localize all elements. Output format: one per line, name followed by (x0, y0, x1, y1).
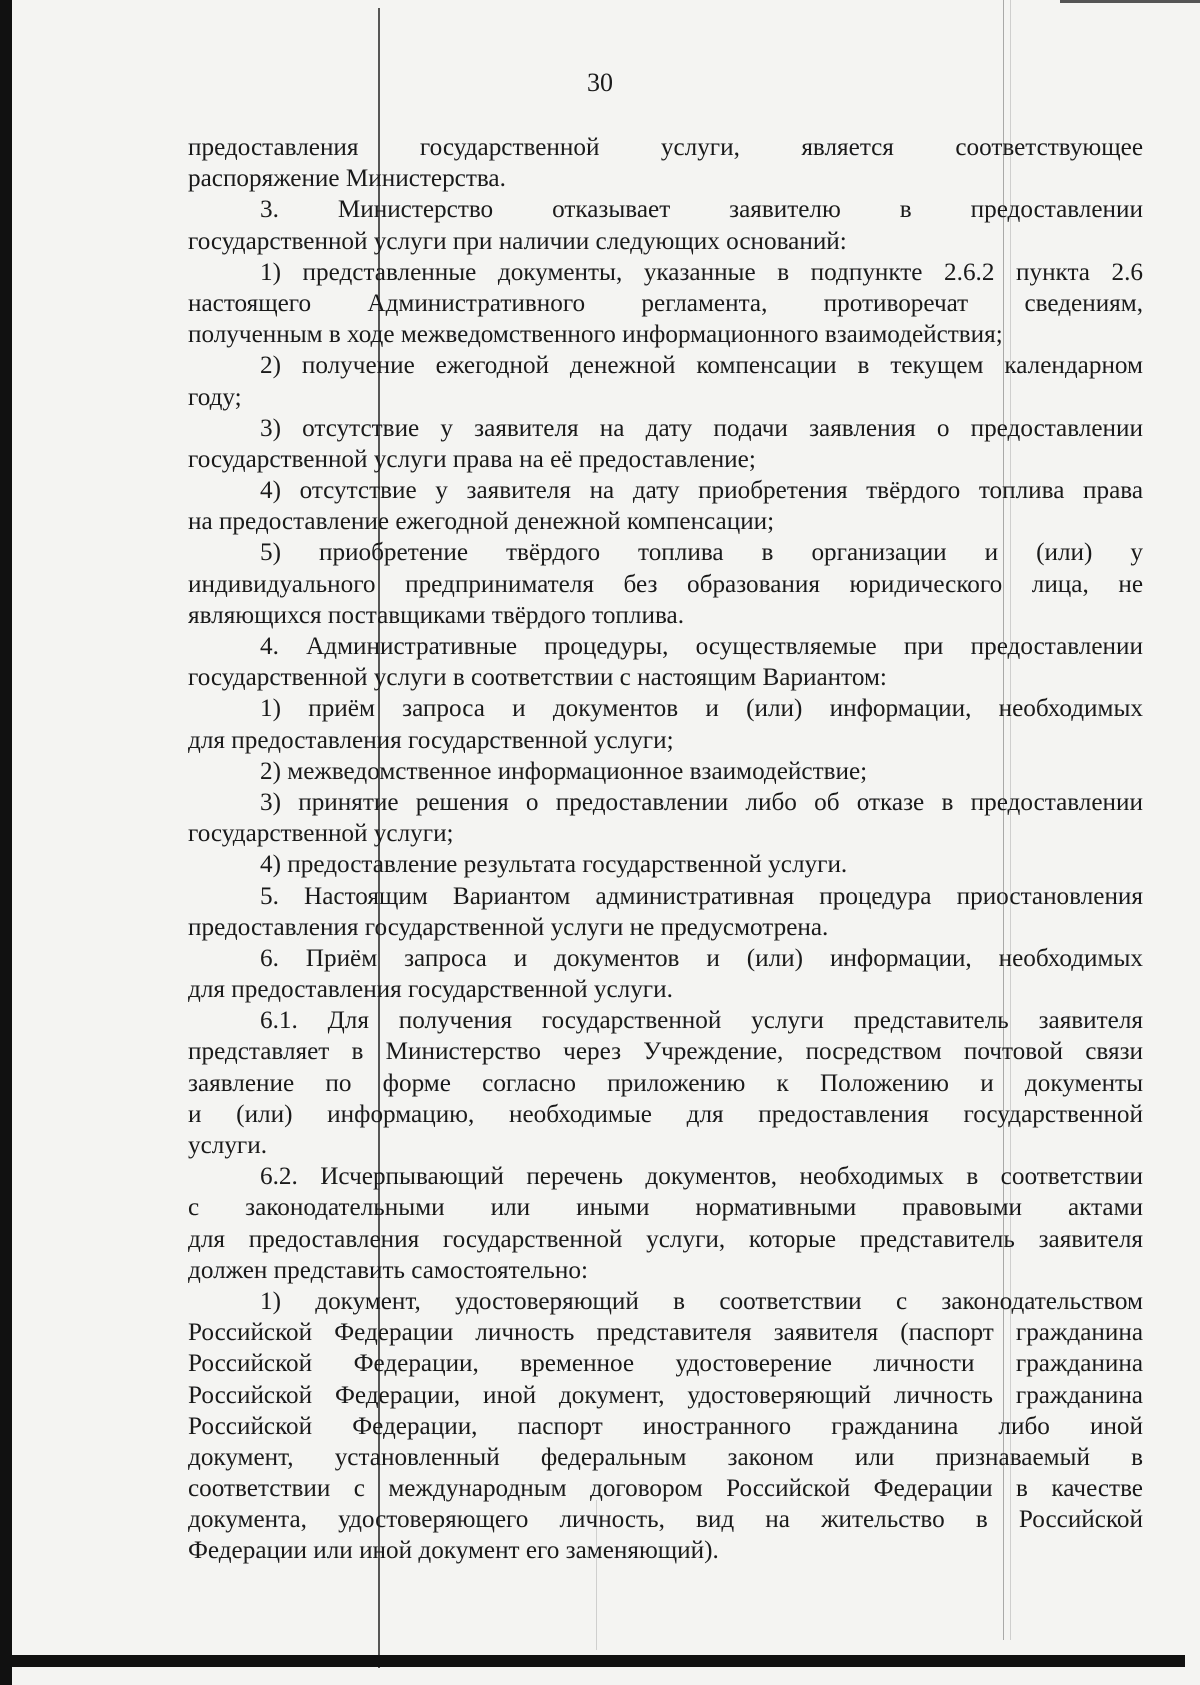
text-line: 3) принятие решения о предоставлении либо об отказе в предоставлении (260, 788, 1143, 816)
text-line: 1) приём запроса и документов и (или) информации, необходимых (260, 695, 1143, 723)
text-line: году; (188, 383, 242, 411)
text-line: предоставления государственной услуги, является соответствующее (188, 134, 1143, 161)
text-line: 6. Приём запроса и документов и (или) информации, необходимых (260, 944, 1143, 972)
text-line: 4) предоставление результата государственной услуги. (260, 851, 848, 879)
text-line: с законодательными или иными нормативными правовыми актами (188, 1194, 1143, 1222)
text-line: 1) документ, удостоверяющий в соответствии с законодательством (260, 1287, 1143, 1315)
text-line: для предоставления государственной услуги, которые представитель заявителя (188, 1225, 1143, 1253)
text-line: настоящего Административного регламента, противоречат сведениям, (188, 289, 1143, 317)
text-line: для предоставления государственной услуги. (188, 976, 673, 1004)
text-line: полученным в ходе межведомственного информационного взаимодействия; (188, 321, 1003, 349)
text-line: 3) отсутствие у заявителя на дату подачи заявления о предоставлении (260, 414, 1143, 442)
text-line: 2) получение ежегодной денежной компенсации в текущем календарном (260, 352, 1143, 380)
text-line: 6.2. Исчерпывающий перечень документов, необходимых в соответствии (260, 1163, 1143, 1191)
text-line: являющихся поставщиками твёрдого топлива. (188, 601, 684, 629)
text-line: соответствии с международным договором Российской Федерации в качестве (188, 1475, 1143, 1503)
text-line: 4. Административные процедуры, осуществляемые при предоставлении (260, 633, 1143, 660)
text-line: на предоставление ежегодной денежной компенсации; (188, 508, 775, 536)
text-line: для предоставления государственной услуги; (188, 726, 674, 754)
text-line: Российской Федерации, временное удостоверение личности гражданина (188, 1350, 1143, 1378)
text-line: документа, удостоверяющего личность, вид на жительство в Российской (188, 1506, 1143, 1534)
text-line: и (или) информацию, необходимые для предоставления государственной (188, 1100, 1143, 1128)
text-line: государственной услуги при наличии следующих оснований: (188, 227, 847, 255)
text-line: должен представить самостоятельно: (188, 1256, 588, 1284)
scan-border-left (0, 0, 12, 1685)
text-line: 4) отсутствие у заявителя на дату приобретения твёрдого топлива права (260, 477, 1143, 505)
text-line: Федерации или иной документ его заменяющий). (188, 1537, 719, 1565)
page-number: 30 (587, 68, 613, 97)
text-line: Российской Федерации личность представителя заявителя (паспорт гражданина (188, 1319, 1143, 1347)
text-line: государственной услуги; (188, 820, 454, 848)
text-line: 2) межведомственное информационное взаимодействие; (260, 757, 868, 785)
text-line: государственной услуги права на её предоставление; (188, 445, 756, 473)
text-line: 1) представленные документы, указанные в подпункте 2.6.2 пункта 2.6 (260, 258, 1143, 286)
text-line: распоряжение Министерства. (188, 165, 506, 193)
text-line: Российской Федерации, иной документ, удостоверяющий личность гражданина (188, 1381, 1143, 1409)
text-line: предоставления государственной услуги не предусмотрена. (188, 913, 829, 941)
text-line: 3. Министерство отказывает заявителю в предоставлении (260, 196, 1143, 224)
text-line: 5. Настоящим Вариантом административная процедура приостановления (260, 882, 1143, 910)
text-line: заявление по форме согласно приложению к Положению и документы (188, 1069, 1143, 1097)
text-line: Российской Федерации, паспорт иностранного гражданина либо иной (188, 1412, 1143, 1440)
text-line: представляет в Министерство через Учреждение, посредством почтовой связи (188, 1038, 1143, 1066)
text-line: индивидуального предпринимателя без образования юридического лица, не (188, 570, 1143, 598)
scan-border-bottom (0, 1655, 1185, 1667)
body-text (188, 132, 1143, 1567)
text-line: государственной услуги в соответствии с настоящим Вариантом: (188, 664, 887, 692)
text-line: услуги. (188, 1132, 268, 1159)
text-line: документ, установленный федеральным законом или признаваемый в (188, 1443, 1143, 1471)
text-line: 6.1. Для получения государственной услуги представитель заявителя (260, 1007, 1143, 1035)
text-line: 5) приобретение твёрдого топлива в организации и (или) у (260, 539, 1143, 567)
scan-border-top (1060, 0, 1200, 3)
